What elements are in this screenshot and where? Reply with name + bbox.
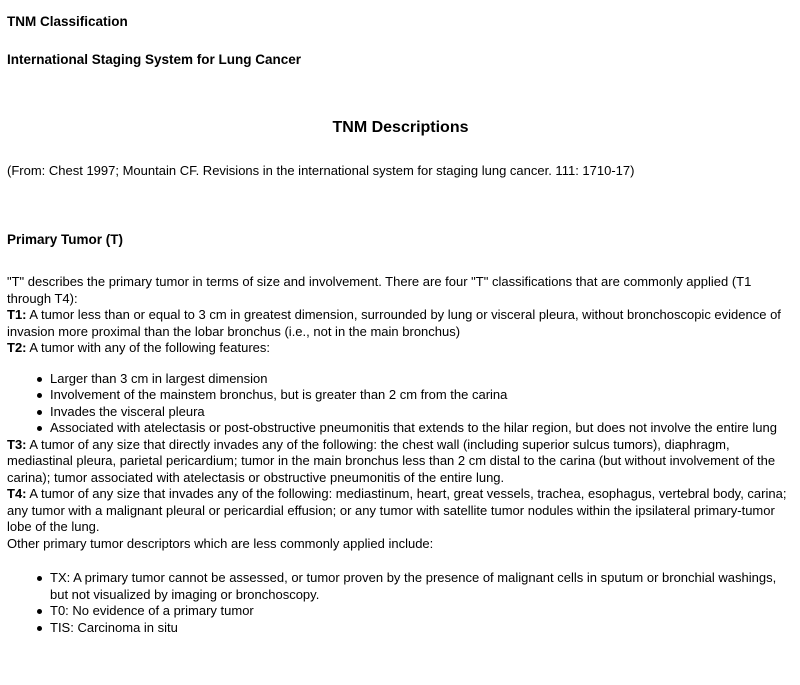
tnm-descriptions-heading: TNM Descriptions [332,119,469,136]
t4-label: T4: [7,486,27,501]
primary-tumor-intro-paragraph: "T" describes the primary tumor in terms of size and involvement. There are four "T" classifications that are commonly applied (T1 through T4): [7,274,752,306]
list-item: Invades the visceral pleura [7,404,795,421]
source-citation: (From: Chest 1997; Mountain CF. Revisions in the international system for staging lung cancer. 111: 1710-17) [7,163,635,178]
document-subtitle: International Staging System for Lung Cancer [7,52,302,67]
t3-label: T3: [7,436,27,452]
list-item: Involvement of the mainstem bronchus, but is greater than 2 cm from the carina [7,387,795,404]
document-title: TNM Classification [7,14,128,29]
list-item: Associated with atelectasis or post-obstructive pneumonitis that extends to the hilar region, but does not involve the entire lung [7,420,795,437]
t1-paragraph [7,307,795,340]
t2-paragraph [7,340,795,357]
t2-label: T2: [7,340,27,355]
primary-tumor-section-heading: Primary Tumor (T) [7,232,124,247]
t1-description: A tumor less than or equal to 3 cm in greatest dimension, surrounded by lung or visceral pleura, without bronchoscopic evidence of invasion more proximal than the lobar bronchus (i.e., not in the main bronchus) [7,307,781,339]
t2-features-list [7,371,795,437]
list-item: TIS: Carcinoma in situ [7,620,795,637]
t4-paragraph [7,486,795,536]
list-item: Larger than 3 cm in largest dimension [7,371,795,388]
list-item: T0: No evidence of a primary tumor [7,603,795,620]
other-descriptors-intro: Other primary tumor descriptors which are less commonly applied include: [7,535,434,551]
t3-paragraph [7,437,795,487]
other-descriptors-list [7,570,795,636]
t3-description: A tumor of any size that directly invades any of the following: the chest wall (including superior sulcus tumors), diaphragm, mediastinal pleura, parietal pericardium; tumor in the main bronchus less than 2 cm distal to the carina (but without involvement of the carina); tumor associated with atelectasis or obstructive pneumonitis of the entire lung. [7,436,776,485]
t1-label: T1: [7,307,27,322]
list-item: TX: A primary tumor cannot be assessed, or tumor proven by the presence of malignant cells in sputum or bronchial washings, but not visualized by imaging or bronchoscopy. [7,570,795,603]
t4-description: A tumor of any size that invades any of the following: mediastinum, heart, great vessels, trachea, esophagus, vertebral body, carina; any tumor with a malignant pleural or pericardial effusion; or any tumor with satellite tumor nodules within the ipsilateral primary-tumor lobe of the lung. [7,486,787,534]
t2-description: A tumor with any of the following features: [26,340,271,355]
